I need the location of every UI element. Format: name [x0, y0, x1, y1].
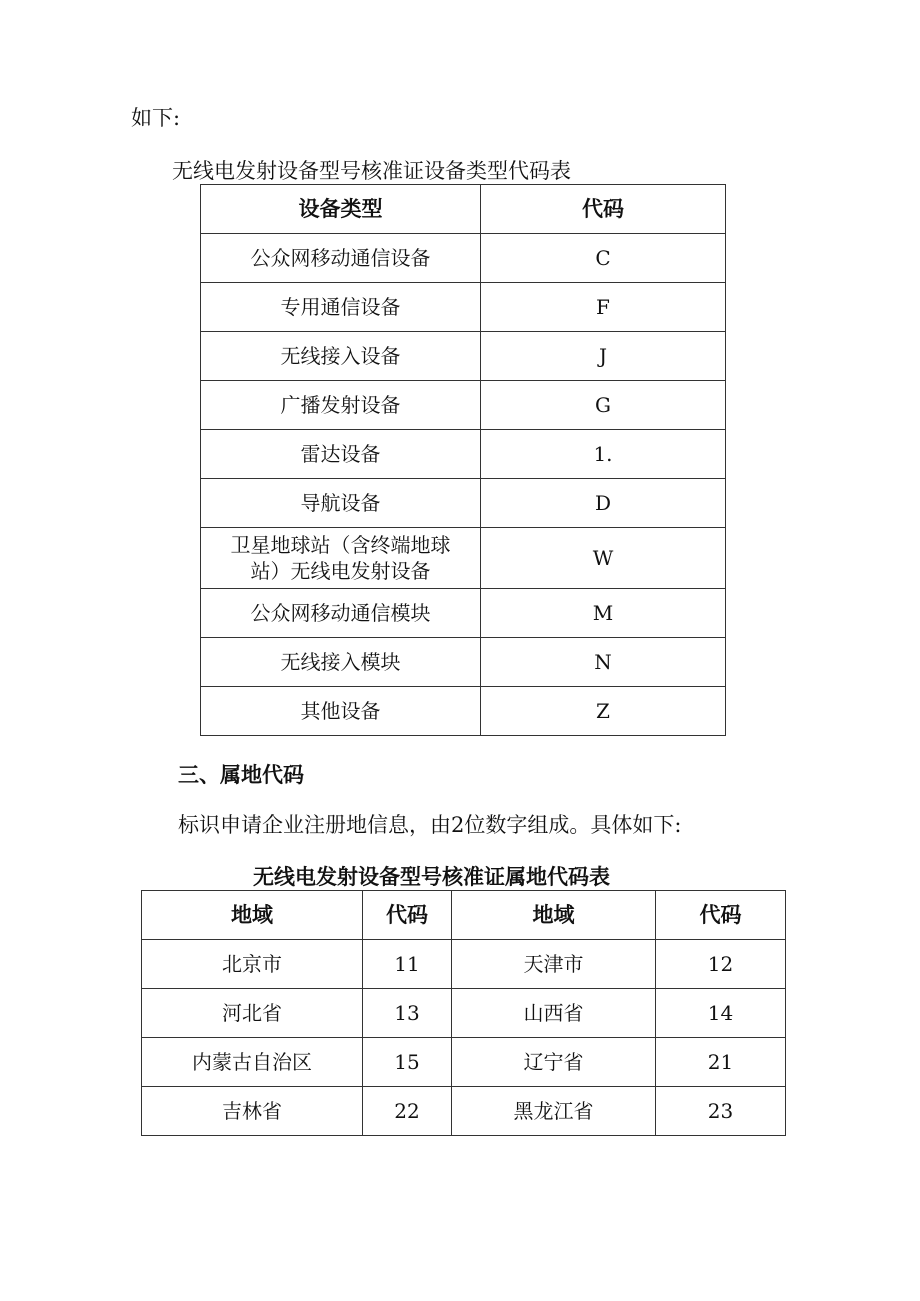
device-type-cell: 无线接入模块 [201, 638, 481, 687]
code-cell: 22 [363, 1087, 452, 1136]
code-cell: J [481, 332, 726, 381]
header-device-type: 设备类型 [201, 185, 481, 234]
device-type-cell: 导航设备 [201, 479, 481, 528]
code-cell: 14 [656, 989, 786, 1038]
header-code: 代码 [481, 185, 726, 234]
device-type-cell: 雷达设备 [201, 430, 481, 479]
table-row [201, 430, 726, 479]
table-row [201, 687, 726, 736]
region-cell: 辽宁省 [452, 1038, 656, 1087]
table-row [142, 1087, 786, 1136]
device-type-cell [201, 528, 481, 589]
device-type-cell: 无线接入设备 [201, 332, 481, 381]
region-cell: 天津市 [452, 940, 656, 989]
region-cell: 北京市 [142, 940, 363, 989]
intro-text: 如下: [131, 106, 181, 130]
table-row [201, 479, 726, 528]
region-cell: 黑龙江省 [452, 1087, 656, 1136]
code-cell: M [481, 589, 726, 638]
device-type-code-table [200, 184, 726, 736]
section-description: 标识申请企业注册地信息，由2位数字组成。具体如下: [178, 813, 682, 837]
device-type-line-1: 卫星地球站（含终端地球 [230, 533, 451, 557]
table2-caption: 无线电发射设备型号核准证属地代码表 [253, 864, 610, 889]
table-header-row [142, 891, 786, 940]
table-row [142, 1038, 786, 1087]
code-cell: W [481, 528, 726, 589]
header-region: 地域 [142, 891, 363, 940]
section-heading: 三、属地代码 [178, 762, 304, 787]
region-cell: 山西省 [452, 989, 656, 1038]
table-row [201, 234, 726, 283]
code-cell: 1. [481, 430, 726, 479]
table-row [201, 589, 726, 638]
table-row [201, 638, 726, 687]
device-type-line-2: 站）无线电发射设备 [250, 559, 431, 583]
region-cell: 吉林省 [142, 1087, 363, 1136]
code-cell: 12 [656, 940, 786, 989]
code-cell: 15 [363, 1038, 452, 1087]
code-cell: F [481, 283, 726, 332]
code-cell: N [481, 638, 726, 687]
code-cell: D [481, 479, 726, 528]
header-region: 地域 [452, 891, 656, 940]
header-code: 代码 [363, 891, 452, 940]
device-type-cell: 专用通信设备 [201, 283, 481, 332]
table-row [201, 528, 726, 589]
code-cell: 23 [656, 1087, 786, 1136]
table-row [201, 381, 726, 430]
region-cell: 内蒙古自治区 [142, 1038, 363, 1087]
table1-caption: 无线电发射设备型号核准证设备类型代码表 [172, 159, 571, 183]
device-type-cell: 公众网移动通信模块 [201, 589, 481, 638]
table-row [201, 283, 726, 332]
header-code: 代码 [656, 891, 786, 940]
code-cell: 11 [363, 940, 452, 989]
table-header-row [201, 185, 726, 234]
table-row [201, 332, 726, 381]
device-type-cell: 公众网移动通信设备 [201, 234, 481, 283]
code-cell: 13 [363, 989, 452, 1038]
code-cell: 21 [656, 1038, 786, 1087]
code-cell: G [481, 381, 726, 430]
table-row [142, 940, 786, 989]
code-cell: C [481, 234, 726, 283]
device-type-cell: 广播发射设备 [201, 381, 481, 430]
code-cell: Z [481, 687, 726, 736]
region-cell: 河北省 [142, 989, 363, 1038]
device-type-cell: 其他设备 [201, 687, 481, 736]
region-code-table [141, 890, 786, 1136]
table-row [142, 989, 786, 1038]
